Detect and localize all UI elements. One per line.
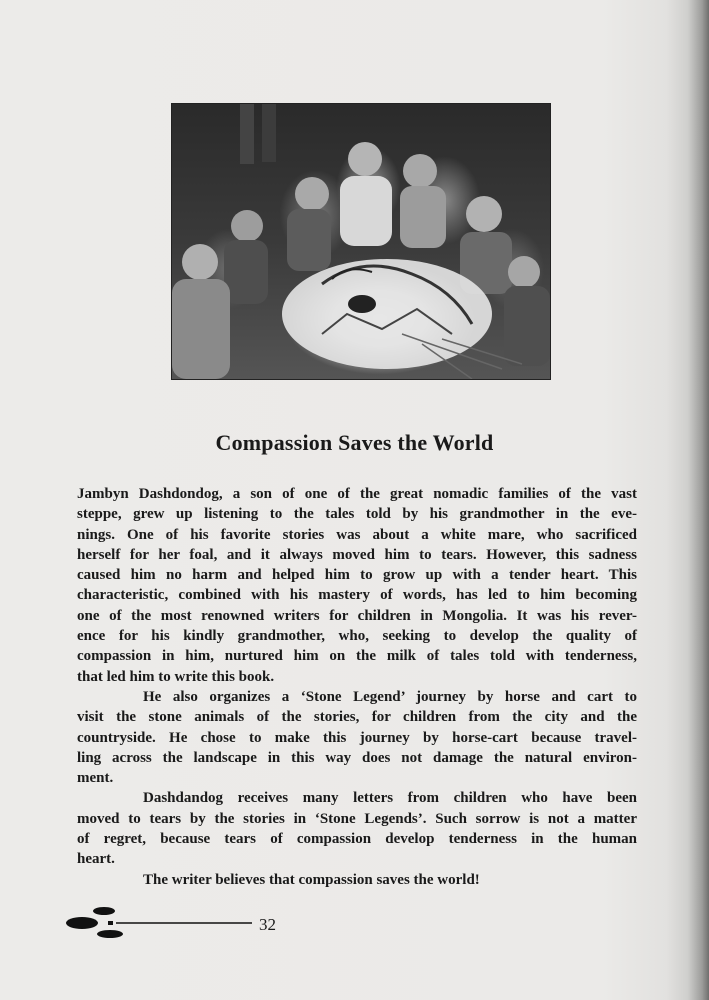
body-line: one of the most renowned writers for children in Mongolia. It was his rever- (77, 607, 637, 624)
ornament-blob-icon (97, 930, 123, 938)
page-number: 32 (259, 915, 276, 934)
body-line: steppe, grew up listening to the tales told by his grandmother in the eve- (77, 506, 637, 523)
body-line: ment. (77, 770, 114, 787)
body-line: herself for her foal, and it always moved him to tears. However, this sadness (77, 546, 637, 563)
body-line: heart. (77, 851, 115, 868)
body-line: ling across the landscape in this way does not damage the natural environ- (77, 749, 637, 766)
body-line: compassion in him, nurtured him on the milk of tales told with tenderness, (77, 648, 637, 665)
body-line: characteristic, combined with his mastery of words, has led to him becoming (77, 587, 637, 604)
body-line: of regret, because tears of compassion develop tenderness in the human (77, 831, 637, 848)
body-line: ence for his kindly grandmother, who, seeking to develop the quality of (77, 628, 637, 645)
body-line: He also organizes a ‘Stone Legend’ journey by horse and cart to (143, 688, 637, 705)
body-line: nings. One of his favorite stories was about a white mare, who sacrificed (77, 526, 637, 543)
body-line: The writer believes that compassion saves the world! (143, 871, 480, 888)
body-text (77, 484, 637, 890)
body-line: visit the stone animals of the stories, for children from the city and the (77, 709, 637, 726)
body-line: countryside. He chose to make this journey by horse-cart because travel- (77, 729, 637, 746)
ornament-blob-icon (66, 917, 98, 929)
children-photo (171, 103, 551, 380)
photo-children-around-stone-drawing-icon (172, 104, 550, 379)
body-line: that led him to write this book. (77, 668, 275, 685)
page-title: Compassion Saves the World (215, 430, 494, 455)
body-line: Jambyn Dashdondog, a son of one of the great nomadic families of the vast (77, 486, 637, 502)
body-line: Dashdandog receives many letters from children who have been (143, 790, 637, 807)
body-line: caused him no harm and helped him to grow up with a tender heart. This (77, 567, 637, 584)
ornament-blob-icon (93, 907, 115, 915)
body-line: moved to tears by the stories in ‘Stone Legends’. Such sorrow is not a matter (77, 810, 637, 827)
